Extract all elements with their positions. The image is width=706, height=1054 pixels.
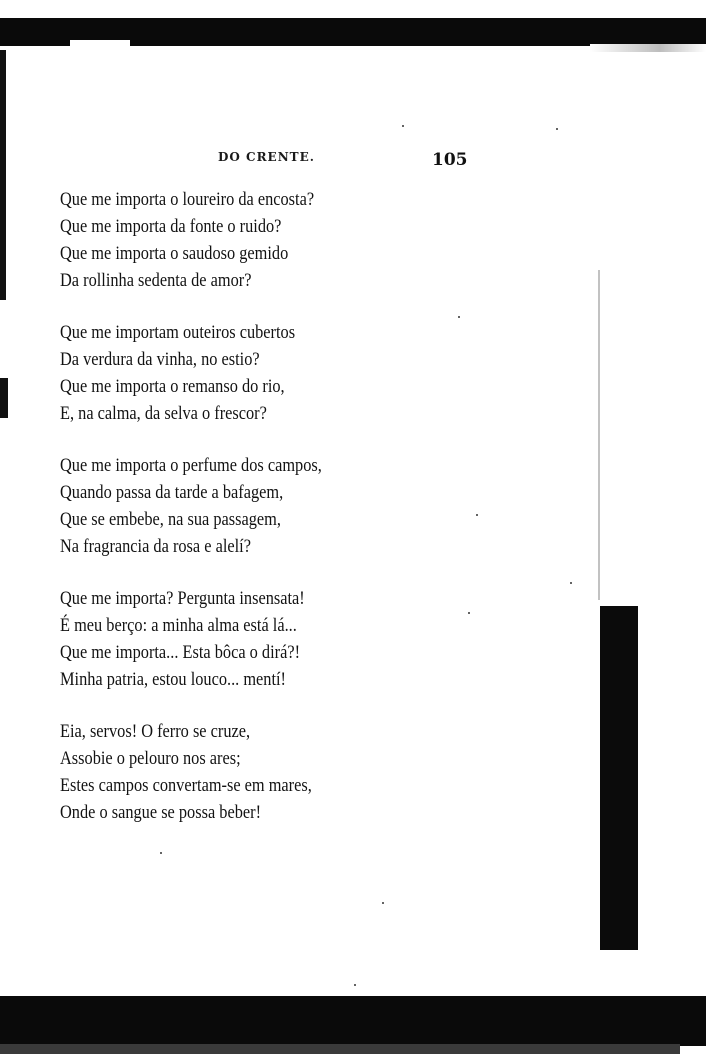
- scan-speck: [556, 128, 558, 130]
- scan-border-top-fade: [590, 44, 706, 52]
- poem-body: [60, 186, 480, 851]
- verse-line: Que me importa o perfume dos campos,: [60, 455, 322, 476]
- verse-line: É meu berço: a minha alma está lá...: [60, 615, 297, 636]
- verse-line: Onde o sangue se possa beber!: [60, 802, 262, 823]
- stanza: [60, 585, 480, 693]
- verse-line: Que me importa? Pergunta insensata!: [60, 588, 305, 609]
- scan-border-bottom-shadow: [0, 1044, 680, 1054]
- scan-speck: [570, 582, 572, 584]
- verse-line: Estes campos convertam-se em mares,: [60, 775, 312, 796]
- verse-line: Assobie o pelouro nos ares;: [60, 748, 241, 769]
- stanza: [60, 718, 480, 826]
- scan-speck: [354, 984, 356, 986]
- verse-line: Quando passa da tarde a bafagem,: [60, 482, 284, 503]
- stanza: [60, 186, 480, 294]
- verse-line: Que me importa... Esta bôca o dirá?!: [60, 642, 301, 663]
- verse-line: Que me importa o remanso do rio,: [60, 376, 285, 397]
- scan-block-right: [600, 606, 638, 950]
- verse-line: Eia, servos! O ferro se cruze,: [60, 721, 251, 742]
- scan-shadow-right: [598, 270, 600, 600]
- running-head: DO CRENTE.: [218, 150, 315, 164]
- verse-line: Que me importa o saudoso gemido: [60, 243, 289, 264]
- stanza: [60, 452, 480, 560]
- verse-line: E, na calma, da selva o frescor?: [60, 403, 267, 424]
- verse-line: Minha patria, estou louco... mentí!: [60, 669, 286, 690]
- scan-speck: [382, 902, 384, 904]
- page-number: 105: [432, 150, 468, 170]
- scan-border-bottom: [0, 996, 706, 1046]
- verse-line: Que me importa o loureiro da encosta?: [60, 189, 315, 210]
- scan-speck: [160, 852, 162, 854]
- verse-line: Na fragrancia da rosa e alelí?: [60, 536, 251, 557]
- verse-line: Da rollinha sedenta de amor?: [60, 270, 252, 291]
- verse-line: Que me importam outeiros cubertos: [60, 322, 296, 343]
- scan-border-left: [0, 50, 6, 300]
- stanza: [60, 319, 480, 427]
- scan-mark-left: [0, 378, 8, 418]
- scan-border-top-notch: [70, 40, 130, 46]
- verse-line: Que me importa da fonte o ruido?: [60, 216, 282, 237]
- verse-line: Que se embebe, na sua passagem,: [60, 509, 281, 530]
- verse-line: Da verdura da vinha, no estio?: [60, 349, 260, 370]
- scan-speck: [402, 125, 404, 127]
